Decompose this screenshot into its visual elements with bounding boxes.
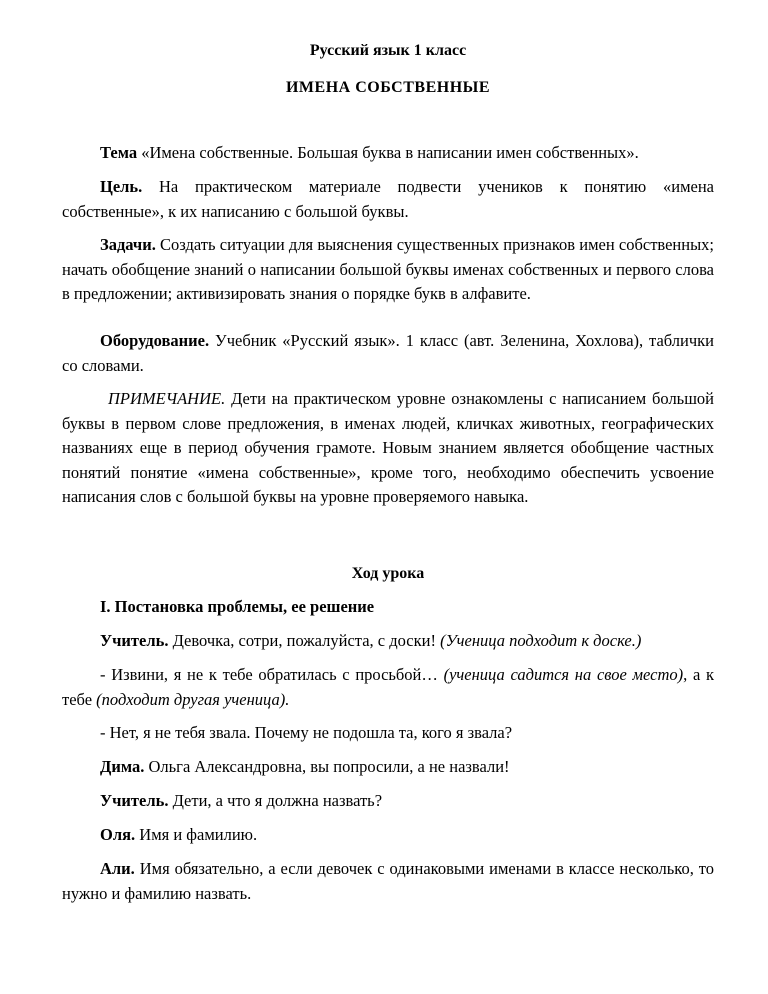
equipment-label: Оборудование. <box>100 331 210 350</box>
dialogue-text: - Нет, я не тебя звала. Почему не подошла та, кого я звала? <box>100 723 513 742</box>
topic-label: Тема <box>100 143 138 162</box>
speaker-teacher: Учитель. <box>100 631 169 650</box>
topic-paragraph <box>62 141 714 166</box>
lesson-title: ИМЕНА СОБСТВЕННЫЕ <box>285 79 491 96</box>
note-label: ПРИМЕЧАНИЕ. <box>108 389 226 408</box>
course-header: Русский язык 1 класс <box>309 42 467 59</box>
stage-direction: (Ученица подходит к доске.) <box>440 631 642 650</box>
note-paragraph <box>62 387 714 510</box>
goal-label: Цель. <box>100 177 143 196</box>
section-heading: I. Постановка проблемы, ее решение <box>100 597 375 616</box>
equipment-text: Учебник «Русский язык». 1 класс (авт. Зеленина, Хохлова), таблички со словами. <box>62 331 714 375</box>
tasks-label: Задачи. <box>100 235 156 254</box>
speaker-ali: Али. <box>100 859 135 878</box>
dialogue-text: , а к тебе <box>62 665 714 709</box>
dialogue-line-5 <box>62 789 714 814</box>
topic-text: «Имена собственные. Большая буква в написании имен собственных». <box>137 143 639 162</box>
goal-paragraph <box>62 175 714 224</box>
stage-direction: (подходит другая ученица). <box>96 689 290 709</box>
dialogue-line-7 <box>62 857 714 906</box>
note-text: Дети на практическом уровне ознакомлены с написанием большой буквы в первом слове предложения, в именах людей, кличках животных, географических названиях еще в период обучения грамоте. Новым знанием является обобщение частных понятий понятие «имена собственные», кроме того, необходимо обеспечить усвоение написания слов с большой буквы на уровне проверяемого навыка. <box>62 389 714 506</box>
dialogue-text: Ольга Александровна, вы попросили, а не назвали! <box>144 757 510 776</box>
lesson-progress-title: Ход урока <box>351 565 425 582</box>
dialogue-text: Девочка, сотри, пожалуйста, с доски! <box>168 631 441 650</box>
equipment-paragraph <box>62 329 714 378</box>
dialogue-line-6 <box>62 823 714 848</box>
dialogue-line-3 <box>62 721 714 746</box>
goal-text: На практическом материале подвести учеников к понятию «имена собственные», к их написанию с большой буквы. <box>62 177 714 221</box>
dialogue-text: Имя и фамилию. <box>135 825 258 844</box>
speaker-dima: Дима. <box>100 757 145 776</box>
dialogue-line-4 <box>62 755 714 780</box>
dialogue-text: Дети, а что я должна назвать? <box>168 791 383 810</box>
speaker-olya: Оля. <box>100 825 136 844</box>
tasks-text: Создать ситуации для выяснения существенных признаков имен собственных; начать обобщение знаний о написании большой буквы именах собственных и первого слова в предложении; активизировать знания о порядке букв в алфавите. <box>62 235 714 303</box>
dialogue-line-1 <box>62 629 714 654</box>
speaker-teacher: Учитель. <box>100 791 169 810</box>
tasks-paragraph <box>62 233 714 307</box>
dialogue-text: - Извини, я не к тебе обратилась с просьбой… <box>100 665 444 684</box>
dialogue-line-2 <box>62 663 714 712</box>
stage-direction: (ученица садится на свое место) <box>443 665 684 684</box>
dialogue-text: Имя обязательно, а если девочек с одинаковыми именами в классе несколько, то нужно и фамилию назвать. <box>62 859 714 903</box>
